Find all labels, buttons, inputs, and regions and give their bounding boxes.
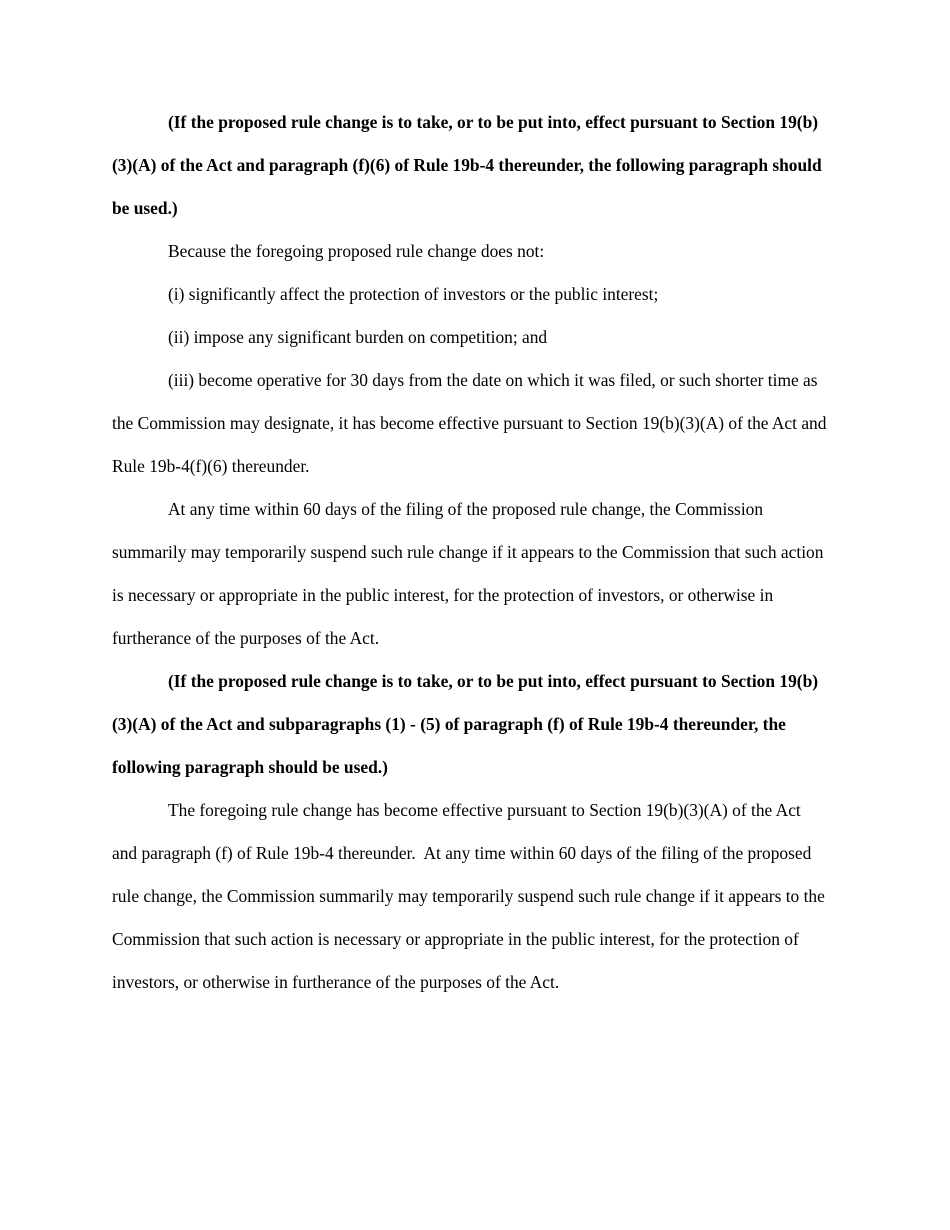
suspension-paragraph: At any time within 60 days of the filing of the proposed rule change, the Commission summarily may temporarily suspend such rule change if it appears to the Commission that such action is necessary or appropriate in the public interest, for the protection of investors, or otherwise in furtherance of the purposes of the Act. — [112, 499, 828, 648]
instruction-heading-f6: (If the proposed rule change is to take, or to be put into, effect pursuant to Section 19(b)(3)(A) of the Act and paragraph (f)(6) of Rule 19b-4 thereunder, the following paragraph should be used.) — [112, 112, 827, 218]
condition-item-iii: (iii) become operative for 30 days from the date on which it was filed, or such shorter time as the Commission may designate, it has become effective pursuant to Section 19(b)(3)(A) of the Act and Rule 19b-4(f)(6) thereunder. — [112, 370, 831, 476]
condition-item-i: (i) significantly affect the protection of investors or the public interest; — [168, 284, 659, 304]
condition-item-ii: (ii) impose any significant burden on competition; and — [168, 327, 548, 347]
effectiveness-paragraph: The foregoing rule change has become effective pursuant to Section 19(b)(3)(A) of the Act and paragraph (f) of Rule 19b-4 thereunder. At any time within 60 days of the filing of the proposed rule change, the Commission summarily may temporarily suspend such rule change if it appears to the Commission that such action is necessary or appropriate in the public interest, for the protection of investors, or otherwise in furtherance of the purposes of the Act. — [112, 800, 830, 992]
intro-paragraph: Because the foregoing proposed rule change does not: — [168, 241, 545, 261]
document-page — [112, 101, 830, 1004]
instruction-heading-f1-5: (If the proposed rule change is to take, or to be put into, effect pursuant to Section 19(b)(3)(A) of the Act and subparagraphs (1) - (5) of paragraph (f) of Rule 19b-4 thereunder, the following paragraph should be used.) — [112, 671, 819, 777]
